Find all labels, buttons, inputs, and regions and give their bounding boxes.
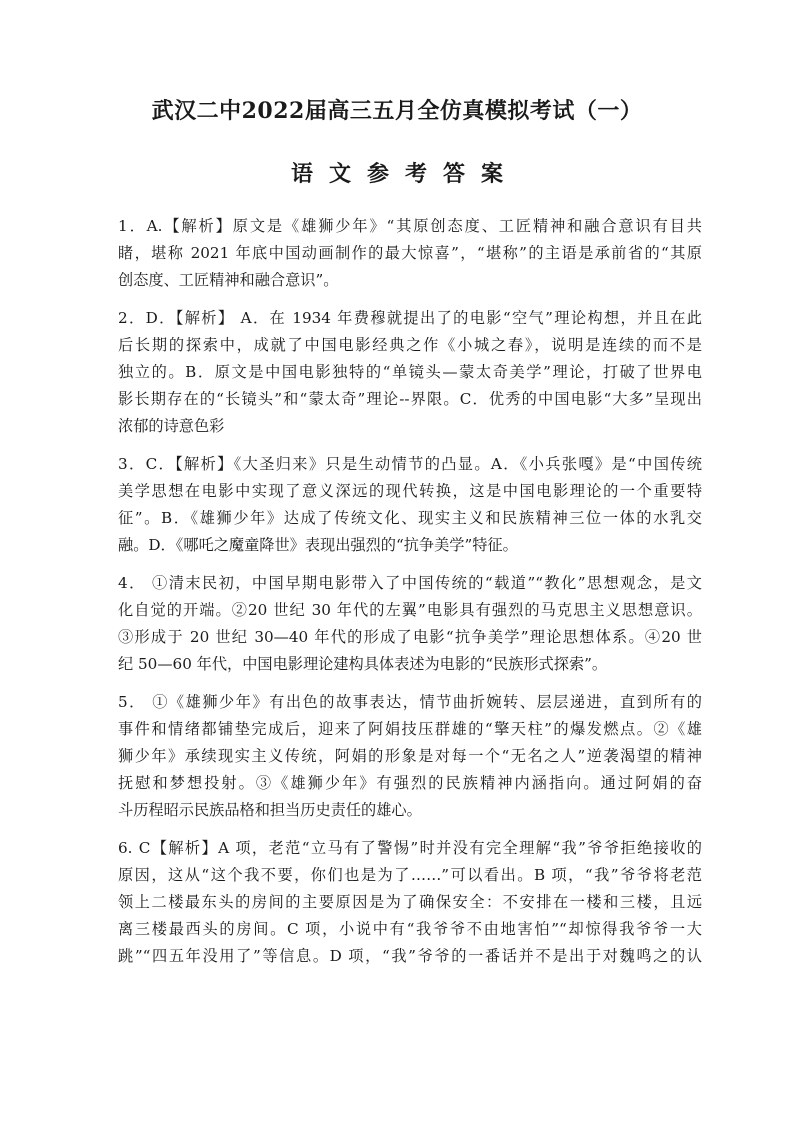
document-title: 武汉二中2022届高三五月全仿真模拟考试（一） [151,98,643,124]
answer-text-line: 纪 50—60 年代，中国电影理论建构具体表述为电影的“民族形式探索”。 [118,655,608,673]
answer-item-3 [118,451,702,559]
answer-text-line: 4． ①清末民初，中国早期电影带入了中国传统的“载道”“教化”思想观念，是文 [118,574,702,592]
document-subtitle: 语文参考答案 [290,161,519,187]
answer-text-line: 抚慰和梦想投射。③《雄狮少年》有强烈的民族精神内涵指向。通过阿娟的奋 [118,774,702,792]
answer-text-line: 6. C【解析】A 项，老范“立马有了警惕”时并没有完全理解“我”爷爷拒绝接收的 [118,839,702,857]
answer-text-line: 斗历程昭示民族品格和担当历史责任的雄心。 [118,801,422,819]
answer-text-line: 影长期存在的“长镜头”和“蒙太奇”理论--界限。C．优秀的中国电影“大多”呈现出 [118,390,702,408]
answer-item-5 [118,689,702,824]
answer-text-line: ③形成于 20 世纪 30—40 年代的形成了电影“抗争美学”理论思想体系。④20 世 [118,628,702,646]
answer-text-line: 化自觉的开端。②20 世纪 30 年代的左翼”电影具有强烈的马克思主义思想意识。 [118,601,702,619]
answer-text-line: 美学思想在电影中实现了意义深远的现代转换，这是中国电影理论的一个重要特 [118,482,702,500]
answer-item-6 [118,835,702,970]
answer-text-line: 融。D．《哪吒之魔童降世》表现出强烈的“抗争美学”特征。 [118,536,518,554]
answer-text-line: 离三楼最西头的房间。C 项，小说中有“我爷爷不由地害怕”“却惊得我爷爷一大 [118,920,702,938]
answer-text-line: 5． ①《雄狮少年》有出色的故事表达，情节曲折婉转、层层递进，直到所有的 [118,693,702,711]
answer-text-line: 事件和情绪都铺垫完成后，迎来了阿娟技压群雄的“擎天柱”的爆发燃点。②《雄 [118,720,702,738]
answer-item-2 [118,305,702,440]
answer-text-line: 跳”“四五年没用了”等信息。D 项，“我”爷爷的一番话并不是出于对魏鸣之的认 [118,947,702,965]
answer-item-4 [118,570,702,678]
answer-text-line: 征”。B．《雄狮少年》达成了传统文化、现实主义和民族精神三位一体的水乳交 [118,509,702,527]
answer-text-line: 3．C．【解析】《大圣归来》只是生动情节的凸显。A．《小兵张嘎》是“中国传统 [118,455,702,473]
answer-text-line: 狮少年》承续现实主义传统，阿娟的形象是对每一个“无名之人”逆袭渴望的精神 [118,747,702,765]
answer-text-line: 睹，堪称 2021 年底中国动画制作的最大惊喜”，“堪称”的主语是承前省的“其原 [118,244,702,262]
answer-item-1 [118,213,702,294]
answer-text-line: 独立的。B．原文是中国电影独特的“单镜头—蒙太奇美学”理论，打破了世界电 [118,363,702,381]
answer-text-line: 浓郁的诗意色彩 [118,417,225,435]
answer-list [118,213,702,981]
answer-text-line: 领上二楼最东头的房间的主要原因是为了确保安全：不安排在一楼和三楼，且远 [118,893,702,911]
answer-text-line: 创态度、工匠精神和融合意识”。 [118,271,339,289]
answer-text-line: 原因，这从“这个我不要，你们也是为了……”可以看出。B 项，“我”爷爷将老范 [118,866,702,884]
answer-text-line: 1．A.【解析】原文是《雄狮少年》“其原创态度、工匠精神和融合意识有目共 [118,217,702,235]
answer-text-line: 2．D．【解析】 A．在 1934 年费穆就提出了的电影“空气”理论构想，并且在此 [118,309,702,327]
answer-text-line: 后长期的探索中，成就了中国电影经典之作《小城之春》，说明是连续的而不是 [118,336,702,354]
